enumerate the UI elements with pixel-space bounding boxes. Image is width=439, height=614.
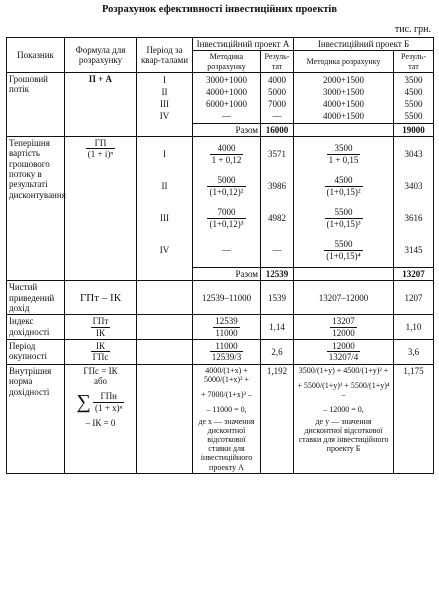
irr-b-method: 3500/(1+y) + 4500/(1+y)² + + 5500/(1+y)³ + 5500/(1+y)⁴ – – 12000 = 0, де y — значення дисконтної відсоткової ставки для інвестиційного проекту Б [294,364,394,473]
pv-b-total: 13207 [394,268,434,281]
cashflow-a-result: 4000 5000 7000 — [261,72,294,123]
cashflow-a-method: 3000+1000 4000+1000 6000+1000 — [193,72,261,123]
cashflow-row [7,72,434,123]
npv-b-result: 1207 [394,281,434,315]
pi-a-method: $\frac{12539}{11000}$ [193,315,261,340]
pv-b-method: $\frac{3500}{1 + 0,15}$ $\frac{4500}{\text{(1+0,15)²}}$ $\frac{5500}{\text{(1+0,15)³}}$ $\frac{5500}{\text{(1+0,15)⁴}}$ [294,137,394,268]
irr-row [7,364,434,473]
npv-label: Чистий приведений дохід [7,281,65,315]
payback-b-method: $\frac{12000}{13207/4}$ [294,340,394,365]
npv-formula: ГПт – ІК [65,281,137,315]
header-project-b: Інвестиційний проект Б [294,38,434,51]
irr-a-method: 4000/(1+x) + 5000/(1+x)² + + 7000/(1+x)³ – – 11000 = 0, де x — значення дисконтної відсоткової ставки для інвестиційного проекту А [193,364,261,473]
pi-formula: $\frac{\text{ГПт}}{ІК}$ [65,315,137,340]
header-row-1 [7,38,434,51]
npv-b-method: 13207–12000 [294,281,394,315]
header-indicator: Показник [7,38,65,73]
cashflow-b-method: 2000+1500 3000+1500 4000+1500 4000+1500 [294,72,394,123]
payback-b-result: 3,6 [394,340,434,365]
cashflow-label: Грошовий потік [7,72,65,136]
cashflow-b-total: 19000 [394,123,434,136]
pi-row [7,315,434,340]
header-result-a: Резуль-тат [261,51,294,72]
document-title: Розрахунок ефективності інвестиційних проектів [102,4,337,15]
pi-b-method: $\frac{13207}{12000}$ [294,315,394,340]
investment-table [6,37,434,474]
pv-a-total: 12539 [261,268,294,281]
npv-a-method: 12539–11000 [193,281,261,315]
npv-a-result: 1539 [261,281,294,315]
irr-label: Внутрішня норма дохідності [7,364,65,473]
payback-formula: $\frac{ІК}{\text{ГПс}}$ [65,340,137,365]
irr-b-result: 1,175 [394,364,434,473]
pi-label: Індекс дохідності [7,315,65,340]
irr-formula: ГПс = ІК або ∑ $\frac{\text{ГПн}}{\text{(1 + x)ⁿ}}$ – ІК = 0 [65,364,137,473]
pi-b-result: 1,10 [394,315,434,340]
pv-periods: I II III IV [137,137,193,268]
irr-a-result: 1,192 [261,364,294,473]
header-formula: Формула для розрахунку [65,38,137,73]
header-result-b: Резуль-тат [394,51,434,72]
pv-label: Теперішня вартість грошового потоку в результаті дисконтування [7,137,65,281]
unit-label: тис. грн. [394,24,431,35]
payback-label: Період окупності [7,340,65,365]
header-period: Період за квар-талами [137,38,193,73]
cashflow-formula: П + А [65,72,137,136]
header-method-a: Методика розрахунку [193,51,261,72]
cashflow-total-label: Разом [193,123,261,136]
pi-a-result: 1,14 [261,315,294,340]
payback-a-result: 2,6 [261,340,294,365]
pv-a-result: 3571 3986 4982 — [261,137,294,268]
pv-b-result: 3043 3403 3616 3145 [394,137,434,268]
payback-a-method: $\frac{11000}{12539/3}$ [193,340,261,365]
npv-row [7,281,434,315]
header-method-b: Методика розрахунку [294,51,394,72]
cashflow-periods: I II III IV [137,72,193,123]
pv-a-method: $\frac{4000}{1 + 0,12}$ $\frac{5000}{\text{(1+0,12)²}}$ $\frac{7000}{\text{(1+0,12)³}}$ — [193,137,261,268]
cashflow-a-total: 16000 [261,123,294,136]
header-project-a: Інвестиційний проект А [193,38,294,51]
cashflow-b-result: 3500 4500 5500 5500 [394,72,434,123]
pv-total-label: Разом [193,268,261,281]
present-value-row [7,137,434,268]
pv-formula: $\frac{ГП}{\text{(1 + i)ⁿ}}$ [65,137,137,281]
payback-row [7,340,434,365]
